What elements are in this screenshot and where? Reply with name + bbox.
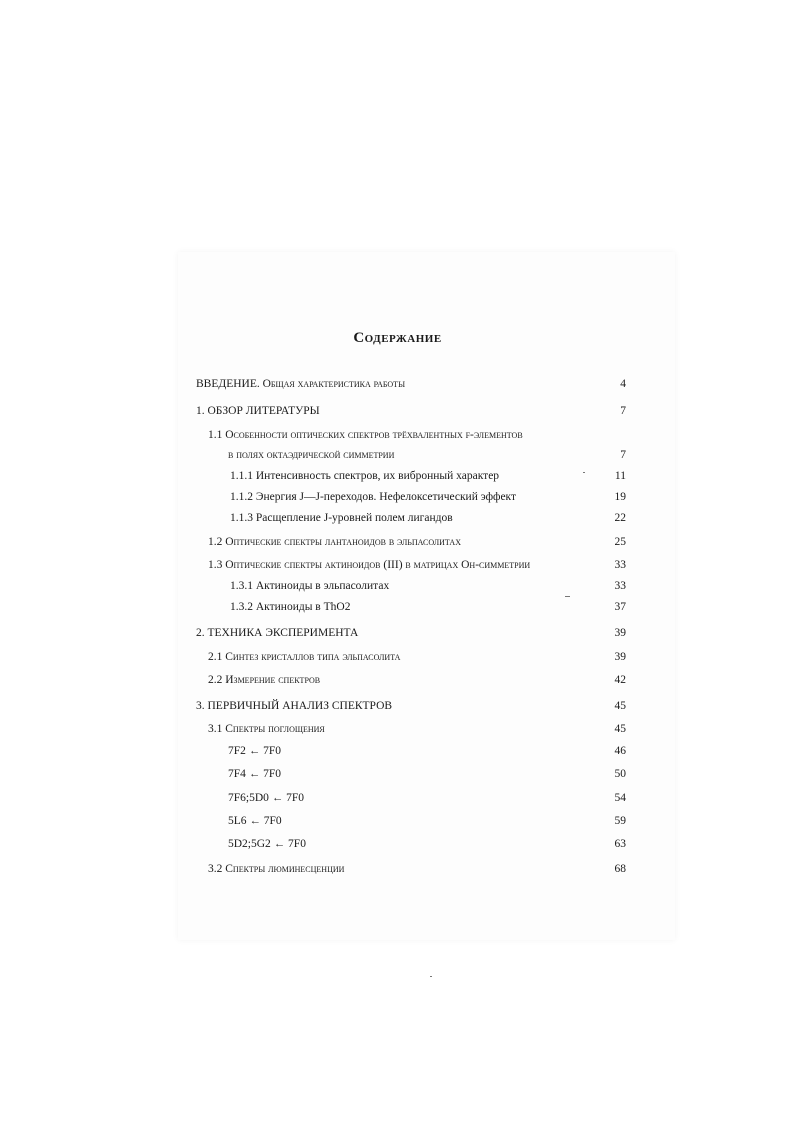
toc-entry-label: 7F4 ← 7F0 [228,768,282,780]
toc-entry-page: 4 [620,378,626,390]
toc-entry[interactable] [208,534,626,550]
toc-entry[interactable] [228,447,626,463]
toc-entry-page: 7 [620,405,626,417]
toc-entry-label: 1.3.2 Актиноиды в ThO2 [230,601,351,613]
toc-entry-label: 1. ОБЗОР ЛИТЕРАТУРЫ [196,405,320,417]
toc-entry-page: 46 [614,745,626,757]
toc-entry-page: 33 [614,559,626,571]
toc-entry[interactable] [228,766,626,782]
toc-entry[interactable] [228,813,626,829]
toc-entry[interactable] [208,721,626,737]
toc-entry-page: 39 [614,651,626,663]
toc-entry[interactable] [230,510,626,526]
scan-speck [430,976,432,977]
toc-entry[interactable] [196,403,626,419]
toc-entry-label: 1.2 Оптические спектры лантаноидов в эльпасолитах [208,536,461,548]
toc-entry-label: 3. ПЕРВИЧНЫЙ АНАЛИЗ СПЕКТРОВ [196,700,393,712]
toc-entry-label: 1.1 Особенности оптических спектров трёхвалентных f-элементов [208,429,523,441]
toc-entry-label: 2. ТЕХНИКА ЭКСПЕРИМЕНТА [196,627,359,639]
toc-entry-label: 1.3.1 Актиноиды в эльпасолитах [230,580,390,592]
toc-entry-page: 45 [614,700,626,712]
toc-entry-label: 1.3 Оптические спектры актиноидов (III) в матрицах Oh-симметрии [208,559,531,571]
toc-entry-label: 5L6 ← 7F0 [228,815,282,827]
toc-entry[interactable] [208,672,626,688]
toc-entry[interactable] [208,861,626,877]
toc-entry[interactable] [208,427,626,443]
toc-entry-page: 63 [614,838,626,850]
scan-speck [565,596,570,597]
toc-entry-page: 19 [614,491,626,503]
toc-entry[interactable] [228,836,626,852]
toc-entry-page: 25 [614,536,626,548]
toc-entry[interactable] [230,489,626,505]
toc-entry[interactable] [208,649,626,665]
toc-entry-label: 1.1.3 Расщепление J-уровней полем лигандов [230,512,453,524]
toc-entry-label: 5D2;5G2 ← 7F0 [228,838,306,850]
toc-entry-page: 11 [614,470,626,482]
toc-entry-label: 2.1 Синтез кристаллов типа эльпасолита [208,651,401,663]
toc-entry[interactable] [228,743,626,759]
toc-entry-page: 68 [614,863,626,875]
toc-entry-page: 59 [614,815,626,827]
toc-entry-page: 33 [614,580,626,592]
toc-entry-page: 22 [614,512,626,524]
toc-entry-page: 37 [614,601,626,613]
toc-entry-page: 45 [614,723,626,735]
toc-entry-label: 7F6;5D0 ← 7F0 [228,792,305,804]
toc-entry-label: 1.1.2 Энергия J—J-переходов. Нефелоксетический эффект [230,491,517,503]
toc-entry[interactable] [196,625,626,641]
toc-entry[interactable] [228,790,626,806]
toc-entry-page: 39 [614,627,626,639]
toc-entry-label: 1.1.1 Интенсивность спектров, их вибронный характер [230,470,500,482]
toc-entry-page: 50 [614,768,626,780]
toc-entry-label: в полях октаэдрической симметрии [228,449,395,461]
toc-entry-page: 54 [614,792,626,804]
toc-entry-label: 7F2 ← 7F0 [228,745,282,757]
toc-entry[interactable] [196,698,626,714]
toc-entry-label: 3.2 Спектры люминесценции [208,863,345,875]
toc-entry[interactable] [230,578,626,594]
toc-entry-label: 2.2 Измерение спектров [208,674,321,686]
toc-entry[interactable] [196,376,626,392]
toc-entry[interactable] [208,557,626,573]
toc-entry-page: 7 [620,449,626,461]
toc-entry[interactable] [230,599,626,615]
toc-entry-label: ВВЕДЕНИЕ. Общая характеристика работы [196,378,406,390]
toc-entry[interactable] [230,468,626,484]
toc-entry-label: 3.1 Спектры поглощения [208,723,325,735]
page-title: Содержание [353,330,442,346]
toc-entry-page: 42 [614,674,626,686]
scan-speck [583,472,585,473]
